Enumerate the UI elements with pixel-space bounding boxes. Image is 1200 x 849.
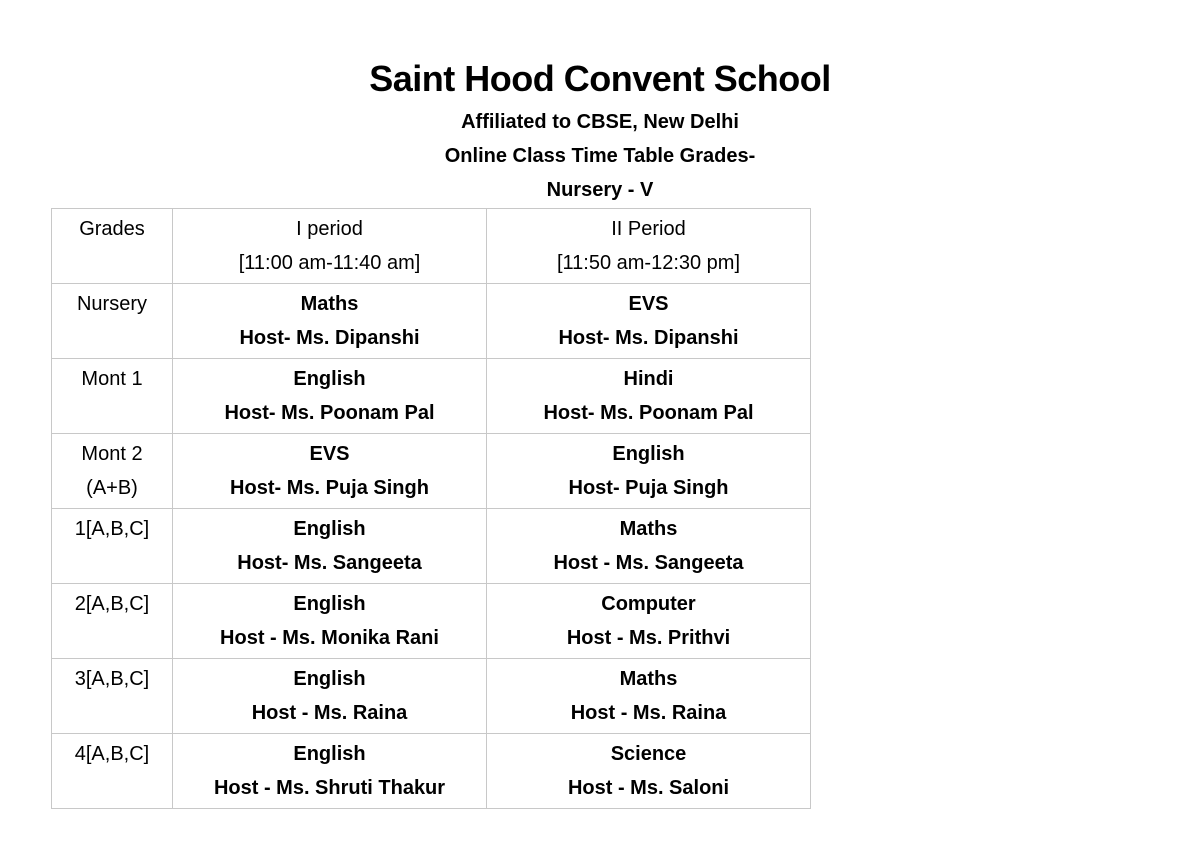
period-2-cell: Hindi Host- Ms. Poonam Pal [487,359,811,434]
timetable-title: Online Class Time Table Grades- [444,145,756,167]
table-row [52,659,811,734]
grade-cell: Mont 1 [52,359,173,434]
grade-cell: Mont 2 (A+B) [52,434,173,509]
grade-cell: 4[A,B,C] [52,734,173,809]
period-2-cell: Computer Host - Ms. Prithvi [487,584,811,659]
table-row [52,734,811,809]
timetable [51,208,811,809]
table-header-row [52,209,811,284]
period-2-cell: EVS Host- Ms. Dipanshi [487,284,811,359]
table-row [52,434,811,509]
table-row [52,584,811,659]
header-period-1: I period [11:00 am-11:40 am] [173,209,487,284]
grade-cell: 2[A,B,C] [52,584,173,659]
period-2-cell: Science Host - Ms. Saloni [487,734,811,809]
period-1-cell: English Host- Ms. Poonam Pal [173,359,487,434]
table-row [52,284,811,359]
affiliation: Affiliated to CBSE, New Delhi [461,111,739,133]
school-name: Saint Hood Convent School [369,58,831,99]
period-2-cell: Maths Host - Ms. Raina [487,659,811,734]
period-1-cell: English Host - Ms. Monika Rani [173,584,487,659]
period-1-cell: EVS Host- Ms. Puja Singh [173,434,487,509]
period-1-cell: English Host- Ms. Sangeeta [173,509,487,584]
header-grades: Grades [52,209,173,284]
period-1-cell: Maths Host- Ms. Dipanshi [173,284,487,359]
period-2-cell: Maths Host - Ms. Sangeeta [487,509,811,584]
table-row [52,509,811,584]
grade-cell: 1[A,B,C] [52,509,173,584]
timetable-grades-range: Nursery - V [546,179,654,201]
table-row [52,359,811,434]
period-1-cell: English Host - Ms. Raina [173,659,487,734]
grade-cell: Nursery [52,284,173,359]
grade-cell: 3[A,B,C] [52,659,173,734]
header-period-2: II Period [11:50 am-12:30 pm] [487,209,811,284]
period-2-cell: English Host- Puja Singh [487,434,811,509]
period-1-cell: English Host - Ms. Shruti Thakur [173,734,487,809]
